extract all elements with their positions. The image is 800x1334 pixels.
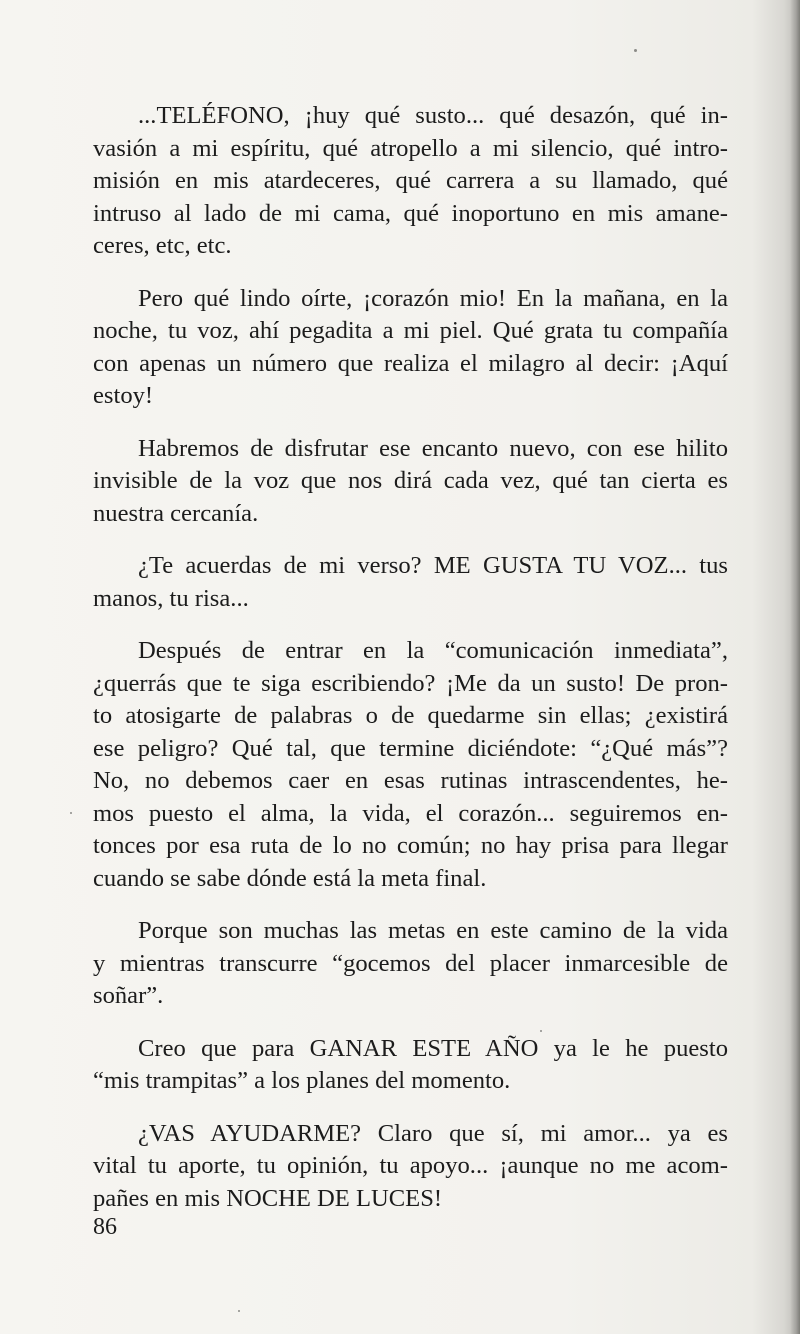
text-line: nuestra cercanía. bbox=[93, 499, 259, 527]
text-line: estoy! bbox=[93, 382, 154, 409]
text-line: cuando se sabe dónde está la meta final. bbox=[93, 864, 487, 892]
paragraph-7 bbox=[93, 1033, 728, 1098]
text-line: soñar”. bbox=[93, 982, 164, 1009]
scan-speck bbox=[238, 1310, 240, 1312]
scan-speck bbox=[634, 49, 637, 52]
paragraph-1 bbox=[93, 100, 728, 263]
text-line: tonces por esa ruta de lo no común; no hay prisa para llegar bbox=[93, 832, 728, 859]
text-line: Creo que para GANAR ESTE AÑO ya le he puesto bbox=[138, 1034, 728, 1062]
paragraph-3 bbox=[93, 433, 728, 531]
paragraph-2 bbox=[93, 283, 728, 413]
text-line: to atosigarte de palabras o de quedarme sin ellas; ¿existirá bbox=[93, 702, 728, 729]
text-line: Pero qué lindo oírte, ¡corazón mio! En la mañana, en la bbox=[138, 284, 728, 312]
text-line: ceres, etc, etc. bbox=[93, 232, 232, 259]
paragraph-8 bbox=[93, 1118, 728, 1216]
text-line: manos, tu risa... bbox=[93, 584, 249, 612]
text-line: vasión a mi espíritu, qué atropello a mi silencio, qué intro- bbox=[93, 134, 728, 162]
text-line: pañes en mis NOCHE DE LUCES! bbox=[93, 1184, 443, 1212]
scan-speck bbox=[540, 1030, 542, 1032]
text-line: con apenas un número que realiza el milagro al decir: ¡Aquí bbox=[93, 349, 728, 377]
text-line: No, no debemos caer en esas rutinas intrascendentes, he- bbox=[93, 767, 728, 794]
text-line: Habremos de disfrutar ese encanto nuevo, con ese hilito bbox=[138, 434, 728, 462]
page-number: 86 bbox=[93, 1214, 117, 1240]
text-line: ¿Te acuerdas de mi verso? ME GUSTA TU VOZ... tus bbox=[138, 552, 728, 579]
scan-speck bbox=[70, 812, 72, 814]
text-line: intruso al lado de mi cama, qué inoportuno en mis amane- bbox=[93, 199, 728, 227]
text-line: vital tu aporte, tu opinión, tu apoyo... ¡aunque no me acom- bbox=[93, 1152, 728, 1179]
paragraph-6 bbox=[93, 915, 728, 1013]
body-text bbox=[93, 100, 728, 1235]
text-line: mos puesto el alma, la vida, el corazón... seguiremos en- bbox=[93, 799, 728, 827]
text-line: “mis trampitas” a los planes del momento. bbox=[93, 1067, 511, 1094]
text-line: ¿VAS AYUDARME? Claro que sí, mi amor... ya es bbox=[138, 1119, 728, 1147]
text-line: ¿querrás que te siga escribiendo? ¡Me da un susto! De pron- bbox=[93, 669, 728, 697]
text-line: noche, tu voz, ahí pegadita a mi piel. Qué grata tu compañía bbox=[93, 317, 728, 344]
page-edge-shadow bbox=[790, 0, 800, 1334]
paragraph-4 bbox=[93, 550, 728, 615]
paragraph-5 bbox=[93, 635, 728, 895]
text-line: Porque son muchas las metas en este camino de la vida bbox=[138, 917, 728, 944]
text-line: y mientras transcurre “gocemos del placer inmarcesible de bbox=[93, 949, 728, 977]
text-line: ese peligro? Qué tal, que termine diciéndote: “¿Qué más”? bbox=[93, 734, 728, 762]
text-line: ...TELÉFONO, ¡huy qué susto... qué desazón, qué in- bbox=[138, 102, 728, 129]
text-line: invisible de la voz que nos dirá cada vez, qué tan cierta es bbox=[93, 467, 728, 494]
text-line: Después de entrar en la “comunicación inmediata”, bbox=[138, 637, 728, 664]
text-line: misión en mis atardeceres, qué carrera a su llamado, qué bbox=[93, 167, 728, 194]
